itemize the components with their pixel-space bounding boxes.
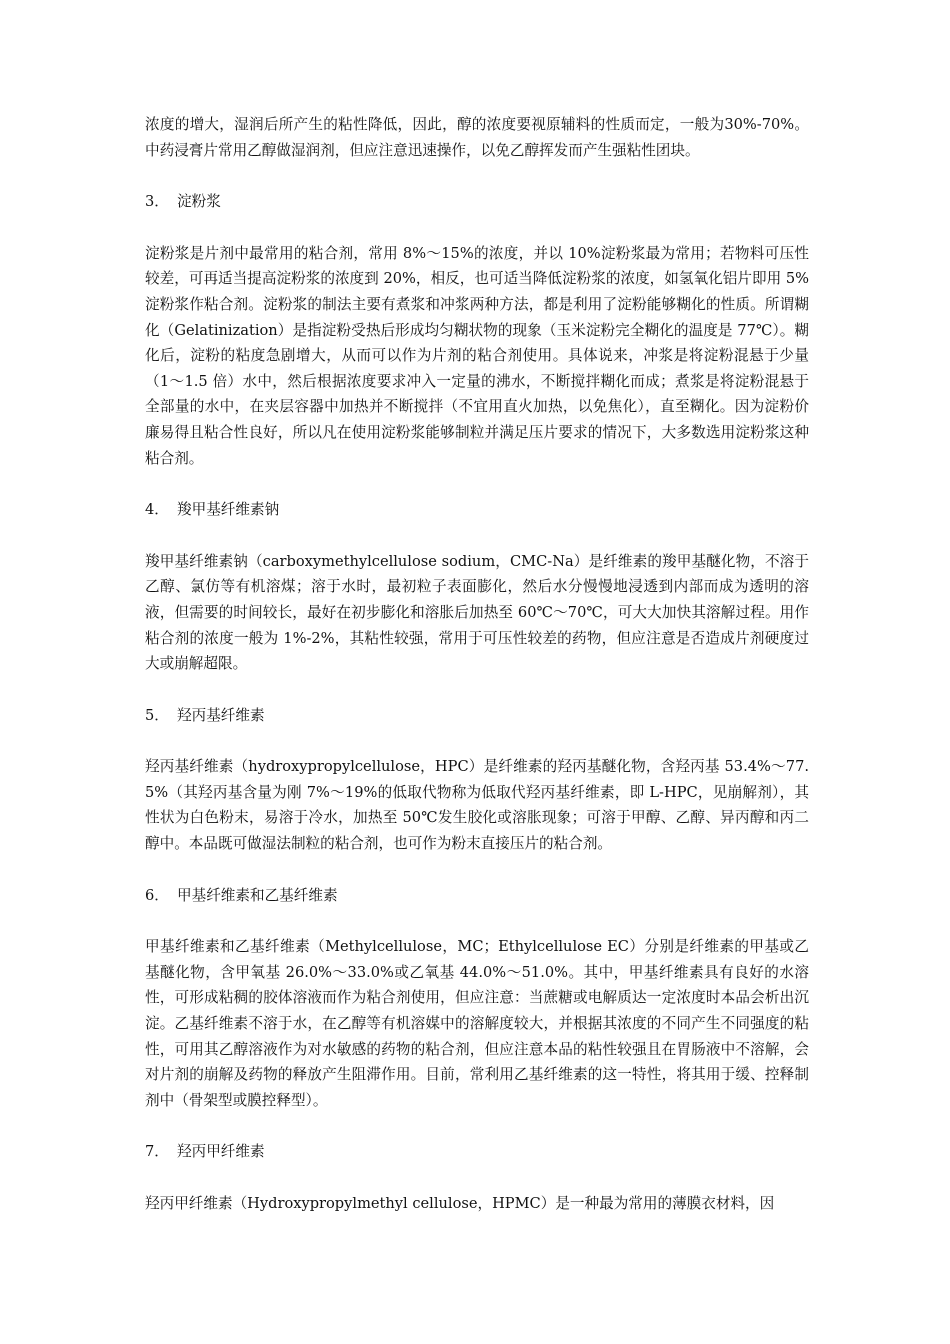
section-number: 7． — [145, 1143, 169, 1161]
section-number: 4． — [145, 501, 169, 519]
section-heading-mc-ec — [145, 883, 809, 909]
section-heading-hpmc — [145, 1139, 809, 1165]
section-number: 6． — [145, 886, 169, 904]
section-title: 甲基纤维素和乙基纤维素 — [177, 886, 338, 904]
section-heading-hpc — [145, 703, 809, 729]
document-body — [145, 112, 809, 1243]
paragraph-ethanol-concentration: 浓度的增大，湿润后所产生的粘性降低，因此，醇的浓度要视原辅料的性质而定，一般为30%-70%。中药浸膏片常用乙醇做湿润剂，但应注意迅速操作，以免乙醇挥发而产生强粘性团块。 — [145, 116, 809, 159]
section-title: 淀粉浆 — [177, 193, 221, 211]
paragraph-mc-ec: 甲基纤维素和乙基纤维素（Methylcellulose，MC；Ethylcellulose EC）分别是纤维素的甲基或乙基醚化物，含甲氧基 26.0%～33.0%或乙氧基 44.0%～51.0%。其中，甲基纤维素具有良好的水溶性，可形成粘稠的胶体溶液而作为粘合剂使用，但应注意：当蔗糖或电解质达一定浓度时本品会析出沉淀。乙基纤维素不溶于水，在乙醇等有机溶媒中的溶解度较大，并根据其浓度的不同产生不同强度的粘性，可用其乙醇溶液作为对水敏感的药物的粘合剂，但应注意本品的粘性较强且在胃肠液中不溶解，会对片剂的崩解及药物的释放产生阻滞作用。目前，常利用乙基纤维素的这一特性，将其用于缓、控释制剂中（骨架型或膜控释型）。 — [145, 938, 809, 1109]
section-heading-cmc-na — [145, 497, 809, 523]
section-title: 羧甲基纤维素钠 — [177, 501, 280, 519]
section-number: 3． — [145, 193, 169, 211]
paragraph-hpc: 羟丙基纤维素（hydroxypropylcellulose，HPC）是纤维素的羟丙基醚化物，含羟丙基 53.4%～77.5%（其羟丙基含量为刚 7%～19%的低取代物称为低取代羟丙基纤维素，即 L-HPC，见崩解剂），其性状为白色粉末，易溶于冷水，加热至 50℃发生胶化或溶胀现象；可溶于甲醇、乙醇、异丙醇和丙二醇中。本品既可做湿法制粒的粘合剂，也可作为粉末直接压片的粘合剂。 — [145, 758, 809, 853]
section-title: 羟丙基纤维素 — [177, 706, 265, 724]
section-heading-starch-paste — [145, 189, 809, 215]
paragraph-starch-paste: 淀粉浆是片剂中最常用的粘合剂，常用 8%～15%的浓度，并以 10%淀粉浆最为常用；若物料可压性较差，可再适当提高淀粉浆的浓度到 20%，相反，也可适当降低淀粉浆的浓度，如氢氧化铝片即用 5%淀粉浆作粘合剂。淀粉浆的制法主要有煮浆和冲浆两种方法，都是利用了淀粉能够糊化的性质。所谓糊化（Gelatinization）是指淀粉受热后形成均匀糊状物的现象（玉米淀粉完全糊化的温度是 77℃）。糊化后，淀粉的粘度急剧增大，从而可以作为片剂的粘合剂使用。具体说来，冲浆是将淀粉混悬于少量（1～1.5 倍）水中，然后根据浓度要求冲入一定量的沸水，不断搅拌糊化而成；煮浆是将淀粉混悬于全部量的水中，在夹层容器中加热并不断搅拌（不宜用直火加热，以免焦化），直至糊化。因为淀粉价廉易得且粘合性良好，所以凡在使用淀粉浆能够制粒并满足压片要求的情况下，大多数选用淀粉浆这种粘合剂。 — [145, 244, 809, 467]
section-number: 5． — [145, 706, 169, 724]
section-title: 羟丙甲纤维素 — [177, 1143, 265, 1161]
paragraph-cmc-na: 羧甲基纤维素钠（carboxymethylcellulose sodium，CMC-Na）是纤维素的羧甲基醚化物，不溶于乙醇、氯仿等有机溶煤；溶于水时，最初粒子表面膨化，然后水分慢慢地浸透到内部而成为透明的溶液，但需要的时间较长，最好在初步膨化和溶胀后加热至 60℃～70℃，可大大加快其溶解过程。用作粘合剂的浓度一般为 1%-2%，其粘性较强，常用于可压性较差的药物，但应注意是否造成片剂硬度过大或崩解超限。 — [145, 552, 809, 673]
paragraph-hpmc: 羟丙甲纤维素（Hydroxypropylmethyl cellulose，HPMC）是一种最为常用的薄膜衣材料，因 — [145, 1195, 775, 1212]
